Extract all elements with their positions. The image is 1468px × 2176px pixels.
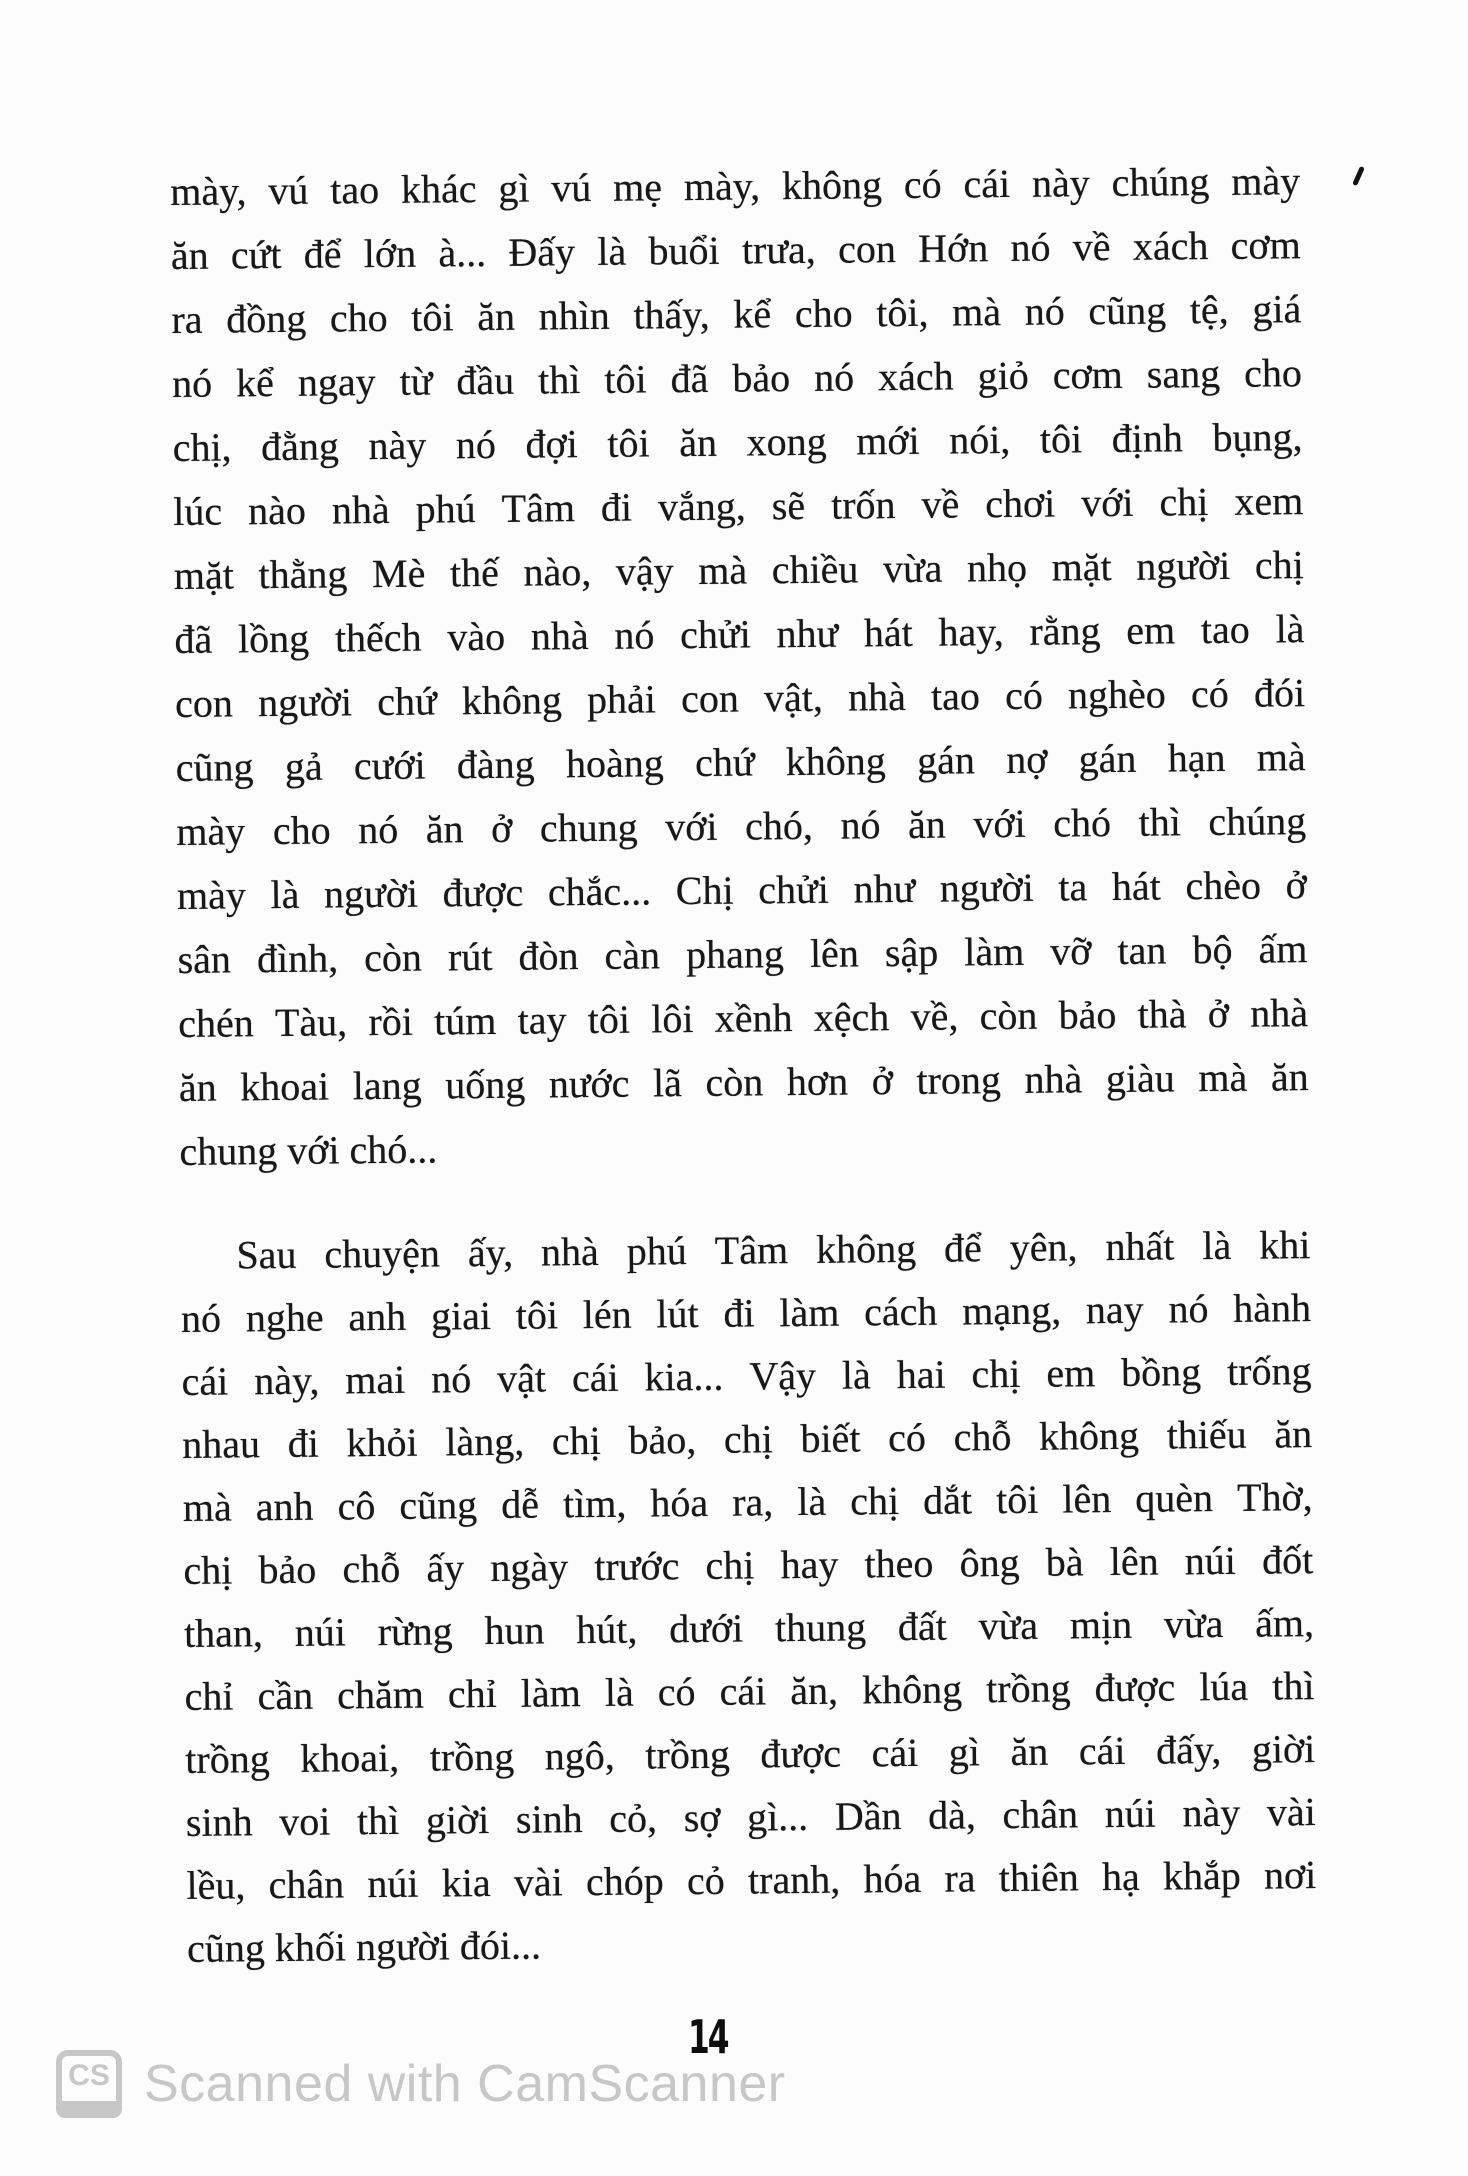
camscanner-logo-icon [56,2050,122,2118]
text-line: cũng gả cưới đàng hoàng chứ không gán nợ gán hạn mà [175,734,1306,790]
camscanner-logo-letters: CS [68,2059,110,2092]
text-line: sinh voi thì giời sinh cỏ, sợ gì... Dần dà, chân núi này vài [185,1789,1316,1845]
text-line: ăn cứt để lớn à... Đấy là buổi trưa, con Hớn nó về xách cơm [170,222,1301,278]
text-line: mà anh cô cũng dễ tìm, hóa ra, là chị dắt tôi lên quèn Thờ, [182,1474,1313,1530]
camscanner-logo-strip [56,2101,122,2118]
text-line: ăn khoai lang uống nước lã còn hơn ở trong nhà giàu mà ăn [178,1054,1309,1110]
text-line: con người chứ không phải con vật, nhà tao có nghèo có đói [174,670,1306,726]
text-line: ra đồng cho tôi ăn nhìn thấy, kể cho tôi, mà nó cũng tệ, giá [171,286,1302,342]
text-line: trồng khoai, trồng ngô, trồng được cái gì ăn cái đấy, giời [185,1726,1316,1782]
camscanner-watermark [56,2050,786,2118]
text-block [170,157,1317,1988]
text-line: mày, vú tao khác gì vú mẹ mày, không có cái này chúng mày [170,158,1301,214]
text-line: nhau đi khỏi làng, chị bảo, chị biết có chỗ không thiếu ăn [182,1411,1313,1467]
text-line: sân đình, còn rút đòn càn phang lên sập làm vỡ tan bộ ấm [177,926,1308,982]
text-line: mày là người được chắc... Chị chửi như người ta hát chèo ở [176,862,1307,918]
text-line: chị bảo chỗ ấy ngày trước chị hay theo ông bà lên núi đốt [183,1537,1314,1593]
text-line: than, núi rừng hun hút, dưới thung đất vừa mịn vừa ấm, [183,1600,1315,1656]
text-line: mày cho nó ăn ở chung với chó, nó ăn với chó thì chúng [176,798,1307,854]
text-line: cũng khối người đói... [186,1922,542,1971]
text-line: chị, đằng này nó đợi tôi ăn xong mới nói, tôi định bụng, [172,414,1303,470]
text-line: mặt thằng Mè thế nào, vậy mà chiều vừa nhọ mặt người chị [173,542,1304,598]
scan-artifact-mark [1352,166,1365,186]
text-line: chỉ cần chăm chỉ làm là có cái ăn, không trồng được lúa thì [184,1663,1315,1719]
text-line: cái này, mai nó vật cái kia... Vậy là hai chị em bồng trống [181,1348,1312,1404]
page-number: 14 [688,2010,728,2064]
text-line: lều, chân núi kia vài chóp cỏ tranh, hóa ra thiên hạ khắp nơi [186,1852,1317,1908]
text-line: lúc nào nhà phú Tâm đi vắng, sẽ trốn về chơi với chị xem [173,478,1304,534]
text-line: chung với chó... [179,1126,438,1174]
paragraph [170,157,1310,1192]
text-line: đã lồng thếch vào nhà nó chửi như hát hay, rằng em tao là [174,606,1305,662]
paragraph [180,1221,1317,1988]
camscanner-label: Scanned with CamScanner [144,2055,786,2113]
text-line: chén Tàu, rồi túm tay tôi lôi xềnh xệch về, còn bảo thà ở nhà [177,990,1309,1046]
text-line: nó kể ngay từ đầu thì tôi đã bảo nó xách giỏ cơm sang cho [171,350,1303,406]
text-line: nó nghe anh giai tôi lén lút đi làm cách mạng, nay nó hành [180,1285,1312,1341]
text-line: Sau chuyện ấy, nhà phú Tâm không để yên, nhất là khi [236,1222,1311,1278]
